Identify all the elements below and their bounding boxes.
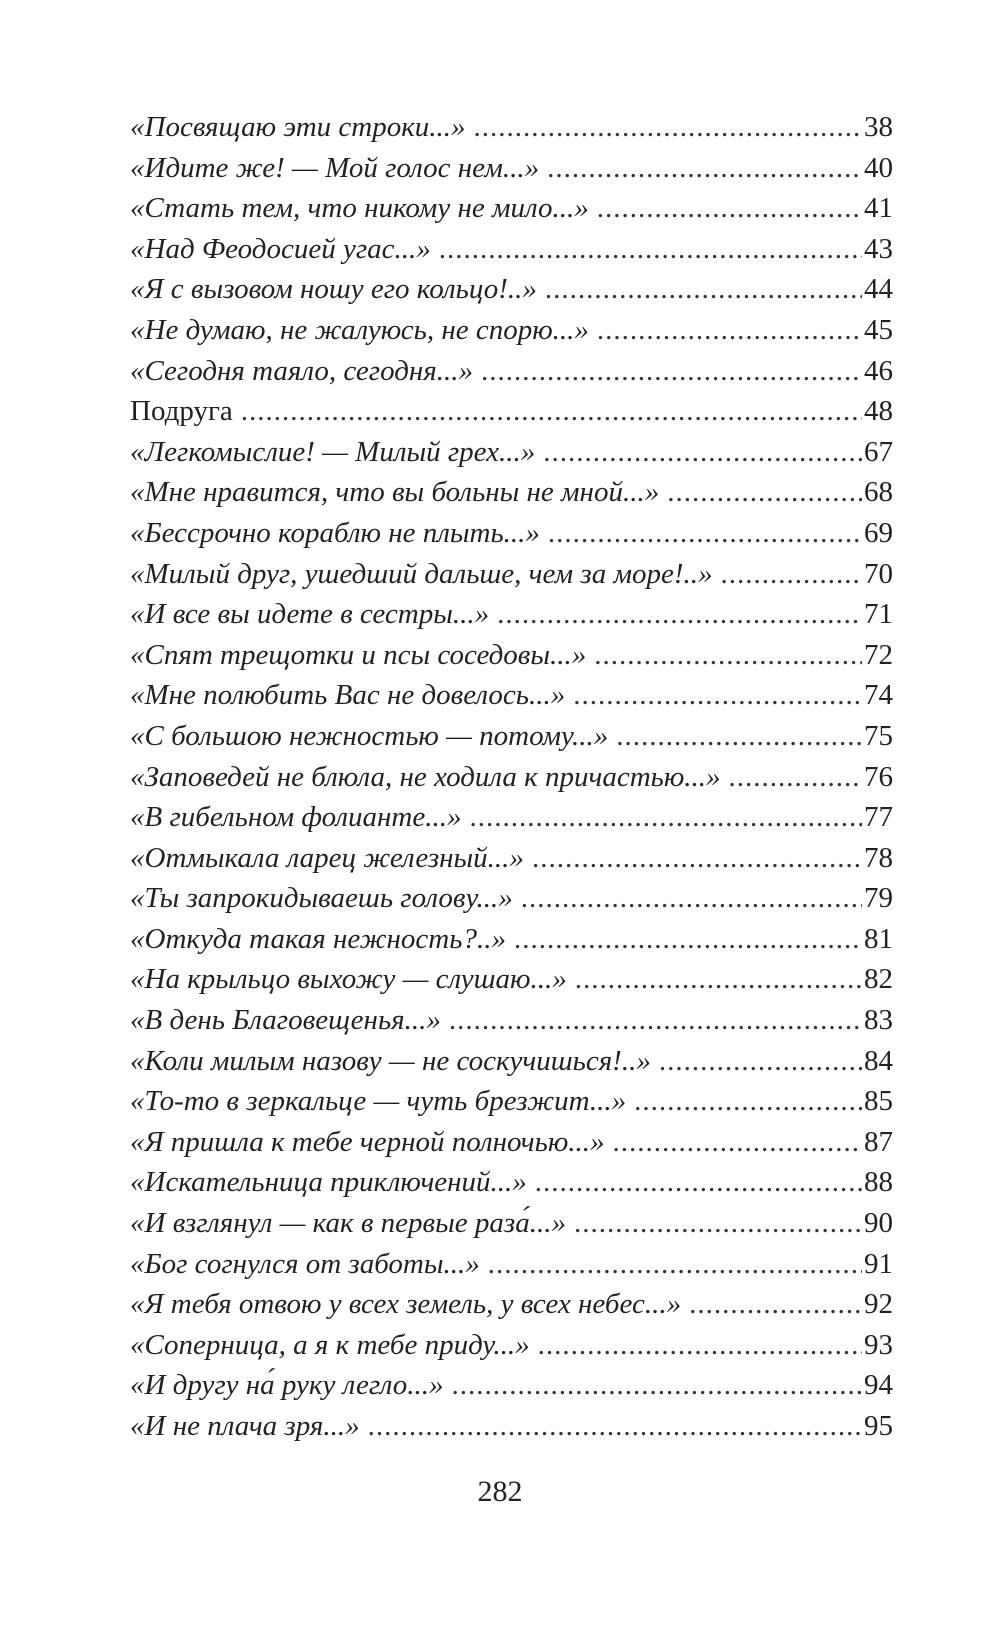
toc-entry-page: 38 <box>864 111 893 143</box>
dot-leader <box>497 594 862 635</box>
toc-entry-page: 83 <box>864 1004 893 1037</box>
toc-entry <box>130 229 893 270</box>
toc-entry <box>130 1406 893 1447</box>
toc-entry-title: «Отмыкала ларец железный...» <box>130 841 524 874</box>
toc-entry-title: «На крыльцо выхожу — слушаю...» <box>130 963 567 996</box>
toc-entry-page: 44 <box>864 273 893 306</box>
toc-entry-title: «Я пришла к тебе черной полночью...» <box>130 1125 605 1158</box>
toc-entry <box>130 675 893 716</box>
toc-entry-title: «И другу на́ руку легло...» <box>130 1369 444 1402</box>
toc-entry-page: 40 <box>864 151 893 184</box>
toc-entry <box>130 919 893 960</box>
toc-entry <box>130 1244 893 1285</box>
toc-entry <box>130 878 893 919</box>
toc-entry <box>130 1122 893 1163</box>
dot-leader <box>368 1406 862 1447</box>
dot-leader <box>689 1284 862 1325</box>
dot-leader <box>469 797 862 838</box>
toc-entry <box>130 716 893 757</box>
toc-entry <box>130 107 893 148</box>
dot-leader <box>729 757 862 798</box>
toc-entry-title: «Бессрочно кораблю не плыть...» <box>130 516 540 549</box>
dot-leader <box>594 635 862 676</box>
toc-entry-title: «В гибельном фолианте...» <box>130 801 462 834</box>
toc-entry-page: 95 <box>864 1410 893 1442</box>
toc-entry <box>130 472 893 513</box>
toc-entry <box>130 1365 893 1406</box>
dot-leader <box>538 1325 862 1366</box>
dot-leader <box>532 838 862 879</box>
toc-entry <box>130 959 893 1000</box>
toc-entry-title: «Коли милым назову — не соскучишься!..» <box>130 1044 651 1077</box>
toc-entry-page: 43 <box>864 232 893 265</box>
toc-entry <box>130 797 893 838</box>
toc-entry-page: 67 <box>864 435 893 468</box>
toc-entry-page: 45 <box>864 313 893 346</box>
toc-entry <box>130 594 893 635</box>
dot-leader <box>449 1000 862 1041</box>
toc-entry-title: «И не плача зря...» <box>130 1410 360 1442</box>
toc-entry <box>130 1081 893 1122</box>
toc-entry <box>130 757 893 798</box>
dot-leader <box>548 513 862 554</box>
toc-entry <box>130 310 893 351</box>
toc-entry <box>130 269 893 310</box>
toc-entry-page: 74 <box>864 679 893 712</box>
dot-leader <box>535 1162 862 1203</box>
toc-entry-page: 87 <box>864 1125 893 1158</box>
toc-entry-title: «Милый друг, ушедший дальше, чем за море!..» <box>130 557 713 590</box>
toc-entry-title: «То-то в зеркальце — чуть брезжит...» <box>130 1085 627 1118</box>
toc-entry <box>130 513 893 554</box>
toc-entry <box>130 838 893 879</box>
toc-entry-page: 68 <box>864 476 893 509</box>
toc-entry-page: 72 <box>864 638 893 671</box>
toc-entry <box>130 391 893 432</box>
toc-entry-page: 94 <box>864 1369 893 1402</box>
toc-entry-title: «Я тебя отвою у всех земель, у всех небес...» <box>130 1288 682 1321</box>
dot-leader <box>597 188 862 229</box>
dot-leader <box>514 919 862 960</box>
dot-leader <box>545 269 862 310</box>
toc-entry <box>130 1041 893 1082</box>
dot-leader <box>667 472 862 513</box>
toc-entry-title: «Заповедей не блюла, не ходила к причастью...» <box>130 760 721 793</box>
dot-leader <box>521 878 862 919</box>
toc-entry-page: 90 <box>864 1207 893 1240</box>
toc-entry-title: «Над Феодосией угас...» <box>130 232 431 265</box>
toc-entry-title: «С большою нежностью — потому...» <box>130 719 609 752</box>
toc-entry-page: 82 <box>864 963 893 996</box>
toc-entry-title: «И взглянул — как в первые раза́...» <box>130 1207 566 1240</box>
toc-entry-title: «Ты запрокидываешь голову...» <box>130 882 513 915</box>
toc-entry-page: 41 <box>864 192 893 225</box>
toc-entry <box>130 188 893 229</box>
toc-entry-page: 85 <box>864 1085 893 1118</box>
toc-entry-title: «Мне полюбить Вас не довелось...» <box>130 679 566 712</box>
toc-entry <box>130 635 893 676</box>
toc-entry-page: 46 <box>864 354 893 387</box>
toc-entry-title: «Я с вызовом ношу его кольцо!..» <box>130 273 537 306</box>
toc-entry-title: «Не думаю, не жалуюсь, не спорю...» <box>130 313 589 346</box>
dot-leader <box>488 1244 862 1285</box>
dot-leader <box>481 351 862 392</box>
dot-leader <box>613 1122 862 1163</box>
dot-leader <box>721 554 862 595</box>
toc-entry-page: 81 <box>864 922 893 955</box>
toc-entry-title: «Сегодня таяло, сегодня...» <box>130 354 473 387</box>
toc-entry-title: «Посвящаю эти строки...» <box>130 111 466 143</box>
toc-entry-page: 69 <box>864 516 893 549</box>
toc-entry-page: 71 <box>864 598 893 631</box>
toc-entry-title: «Мне нравится, что вы больны не мной...» <box>130 476 660 509</box>
toc-entry-title: Подруга <box>130 395 233 428</box>
toc-entry <box>130 351 893 392</box>
dot-leader <box>543 432 862 473</box>
dot-leader <box>547 148 862 189</box>
toc-entry-title: «Стать тем, что никому не мило...» <box>130 192 589 225</box>
toc-entry-title: «Соперница, а я к тебе приду...» <box>130 1328 530 1361</box>
toc-entry-title: «Искательница приключений...» <box>130 1166 527 1199</box>
toc-entry-title: «Легкомыслие! — Милый грех...» <box>130 435 536 468</box>
toc-entry-title: «В день Благовещенья...» <box>130 1004 441 1037</box>
dot-leader <box>474 107 862 148</box>
toc-entry-page: 78 <box>864 841 893 874</box>
toc-entry-page: 77 <box>864 801 893 834</box>
toc-entry-page: 48 <box>864 395 893 428</box>
toc-entry <box>130 1162 893 1203</box>
dot-leader <box>452 1365 862 1406</box>
dot-leader <box>241 391 862 432</box>
toc-entry-page: 84 <box>864 1044 893 1077</box>
toc-entry <box>130 1284 893 1325</box>
toc-entry-title: «Спят трещотки и псы соседовы...» <box>130 638 587 671</box>
toc-entry-page: 79 <box>864 882 893 915</box>
toc-entry <box>130 1325 893 1366</box>
toc-entry-page: 76 <box>864 760 893 793</box>
toc-entry-page: 91 <box>864 1247 893 1280</box>
toc-entry-page: 70 <box>864 557 893 590</box>
dot-leader <box>634 1081 862 1122</box>
toc-entry-title: «Бог согнулся от заботы...» <box>130 1247 480 1280</box>
toc-entry <box>130 1203 893 1244</box>
toc-entry-page: 93 <box>864 1328 893 1361</box>
dot-leader <box>573 675 862 716</box>
toc-entry-page: 92 <box>864 1288 893 1321</box>
toc-entry <box>130 432 893 473</box>
dot-leader <box>439 229 862 270</box>
dot-leader <box>616 716 862 757</box>
toc-entry-title: «Откуда такая нежность?..» <box>130 922 506 955</box>
dot-leader <box>659 1041 862 1082</box>
dot-leader <box>597 310 862 351</box>
table-of-contents <box>130 107 893 1447</box>
toc-entry <box>130 1000 893 1041</box>
dot-leader <box>574 1203 862 1244</box>
toc-entry <box>130 554 893 595</box>
dot-leader <box>575 959 862 1000</box>
toc-entry-title: «И все вы идете в сестры...» <box>130 598 490 631</box>
toc-entry-page: 75 <box>864 719 893 752</box>
page-number: 282 <box>477 1475 523 1508</box>
toc-entry-page: 88 <box>864 1166 893 1199</box>
toc-entry <box>130 148 893 189</box>
toc-entry-title: «Идите же! — Мой голос нем...» <box>130 151 540 184</box>
